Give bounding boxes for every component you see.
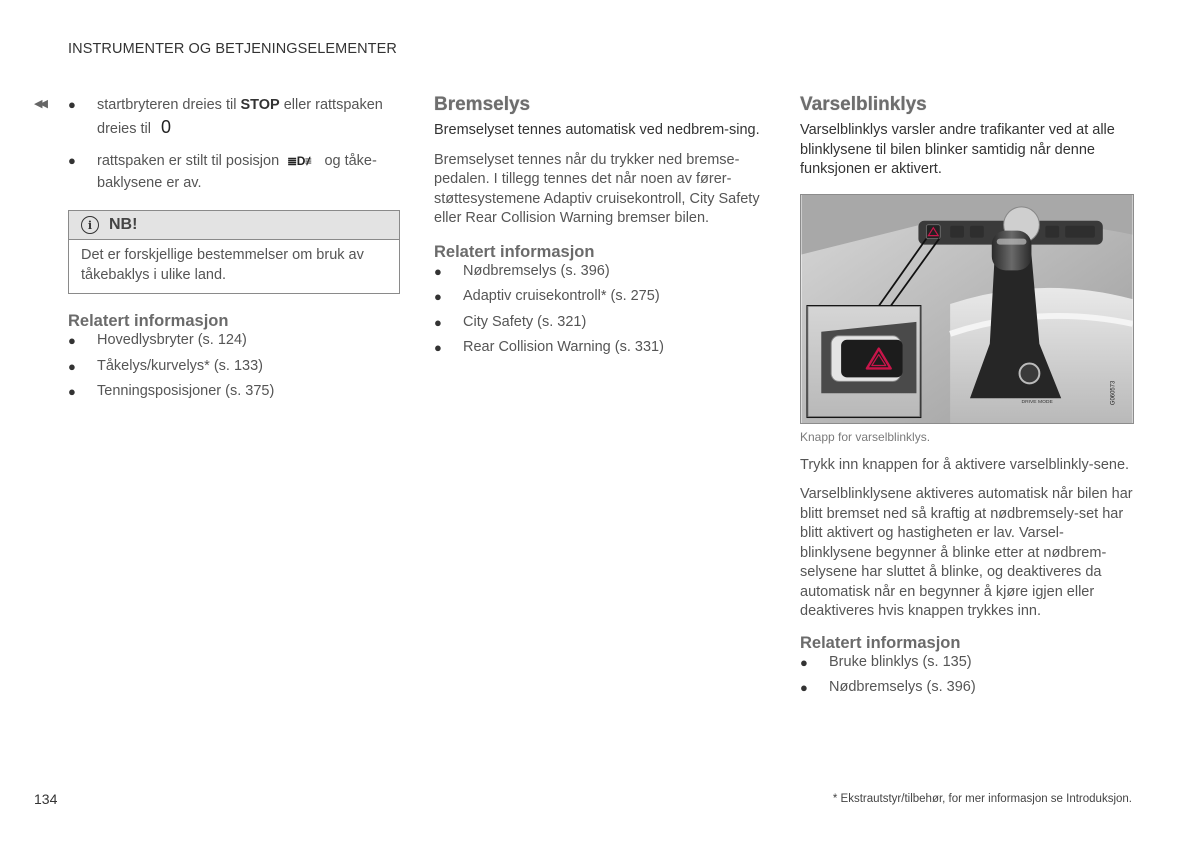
fog-light-icon: ≣D≢: [287, 154, 317, 168]
bullet-icon: ●: [800, 680, 808, 695]
related-link[interactable]: Nødbremselys (s. 396): [829, 679, 976, 695]
list-item: [68, 94, 400, 140]
drive-mode-knob: [1020, 363, 1040, 383]
list-item[interactable]: [434, 287, 768, 306]
bullet-icon: ●: [434, 263, 442, 279]
note-box: [68, 210, 400, 294]
list-item[interactable]: [434, 262, 768, 281]
related-link[interactable]: City Safety (s. 321): [463, 313, 587, 330]
note-title: NB!: [109, 216, 138, 233]
item-text: eller rattspaken dreies til: [97, 97, 383, 137]
ignition-zero-symbol: 0: [161, 117, 172, 137]
strip-button: [950, 225, 964, 237]
related-list: [68, 331, 400, 401]
related-list: [800, 653, 1134, 698]
section-body: Varselblinklysene aktiveres automatisk når bilen har blitt bremset ned så kraftig at nødbremsely-set har blitt aktivert og hastigheten er lav. Varsel-blinklysene begynner å blinke etter at nødbrem-selysene har sluttet å blinke, og deaktiveres da automatisk når en begynner å kjøre igjen eller deaktiveres hvis knappen trykkes inn.: [800, 486, 1133, 619]
related-heading: Relatert informasjon: [434, 242, 595, 261]
figure-caption: Knapp for varselblinklys.: [800, 429, 931, 444]
bullet-icon: ●: [68, 153, 76, 168]
stop-label: STOP: [240, 97, 280, 113]
bullet-icon: ●: [68, 384, 76, 399]
note-body: Det er forskjellige bestemmelser om bruk av tåkebaklys i ulike land.: [81, 247, 364, 283]
section-lead: Bremselyset tennes automatisk ved nedbrem-sing.: [434, 122, 760, 138]
bullet-icon: ●: [434, 340, 442, 355]
related-link[interactable]: Tenningsposisjoner (s. 375): [97, 383, 275, 399]
list-item[interactable]: [68, 382, 400, 401]
section-body: Bremselyset tennes når du trykker ned bremse-pedalen. I tillegg tennes det når noen av fører-støttesystemene Adaptiv cruisekontroll, City Safety eller Rear Collision Warning bremser bilen.: [434, 151, 760, 226]
list-item[interactable]: [68, 331, 400, 350]
related-link[interactable]: Nødbremselys (s. 396): [463, 262, 610, 279]
page-number: 134: [34, 791, 58, 807]
drive-mode-label: DRIVE MODE: [1021, 399, 1053, 405]
gear-knob: [992, 230, 1032, 270]
condition-list: [68, 94, 400, 194]
list-item: [68, 150, 400, 194]
note-header: [69, 211, 399, 240]
list-item[interactable]: [434, 338, 768, 357]
list-item[interactable]: [800, 678, 1134, 697]
related-heading: Relatert informasjon: [800, 633, 961, 652]
figure-code: G060573: [1110, 380, 1117, 405]
item-text: startbryteren dreies til: [97, 97, 241, 113]
section-title: Bremselys: [434, 94, 531, 115]
strip-button: [1065, 225, 1095, 237]
list-item[interactable]: [434, 313, 768, 332]
continued-arrows-icon: ◀◀: [34, 98, 45, 110]
bullet-icon: ●: [68, 358, 76, 374]
strip-button: [970, 225, 984, 237]
item-text: og tåke-baklysene er av.: [97, 153, 377, 191]
related-link[interactable]: Bruke blinklys (s. 135): [829, 653, 972, 670]
related-link[interactable]: Adaptiv cruisekontroll* (s. 275): [463, 288, 660, 304]
running-header: INSTRUMENTER OG BETJENINGSELEMENTER: [68, 41, 397, 57]
footnote: * Ekstrautstyr/tilbehør, for mer informasjon se Introduksjon.: [832, 793, 1132, 805]
list-item[interactable]: [800, 653, 1134, 672]
list-item[interactable]: [68, 357, 400, 376]
section-body: Trykk inn knappen for å aktivere varselblinkly-sene.: [800, 456, 1130, 473]
related-list: [434, 262, 768, 358]
info-icon: i: [81, 216, 99, 234]
column-left: [68, 94, 400, 408]
bullet-icon: ●: [68, 97, 76, 112]
bullet-icon: ●: [434, 314, 442, 330]
column-middle: [434, 94, 768, 364]
related-link[interactable]: Rear Collision Warning (s. 331): [463, 339, 664, 355]
hazard-button-figure: [800, 194, 1134, 424]
bullet-icon: ●: [434, 289, 442, 304]
bullet-icon: ●: [800, 654, 808, 670]
strip-button: [1045, 225, 1059, 237]
section-lead: Varselblinklys varsler andre trafikanter ved at alle blinklysene til bilen blinker samtidig når denne funksjonen er aktivert.: [800, 122, 1115, 177]
bullet-icon: ●: [68, 333, 76, 348]
gear-knob-highlight: [997, 238, 1027, 244]
related-heading: Relatert informasjon: [68, 312, 229, 330]
item-text: rattspaken er stilt til posisjon: [97, 153, 280, 169]
column-right: [800, 94, 1134, 704]
section-title: Varselblinklys: [800, 94, 927, 115]
related-link[interactable]: Tåkelys/kurvelys* (s. 133): [97, 357, 263, 374]
related-link[interactable]: Hovedlysbryter (s. 124): [97, 332, 247, 348]
